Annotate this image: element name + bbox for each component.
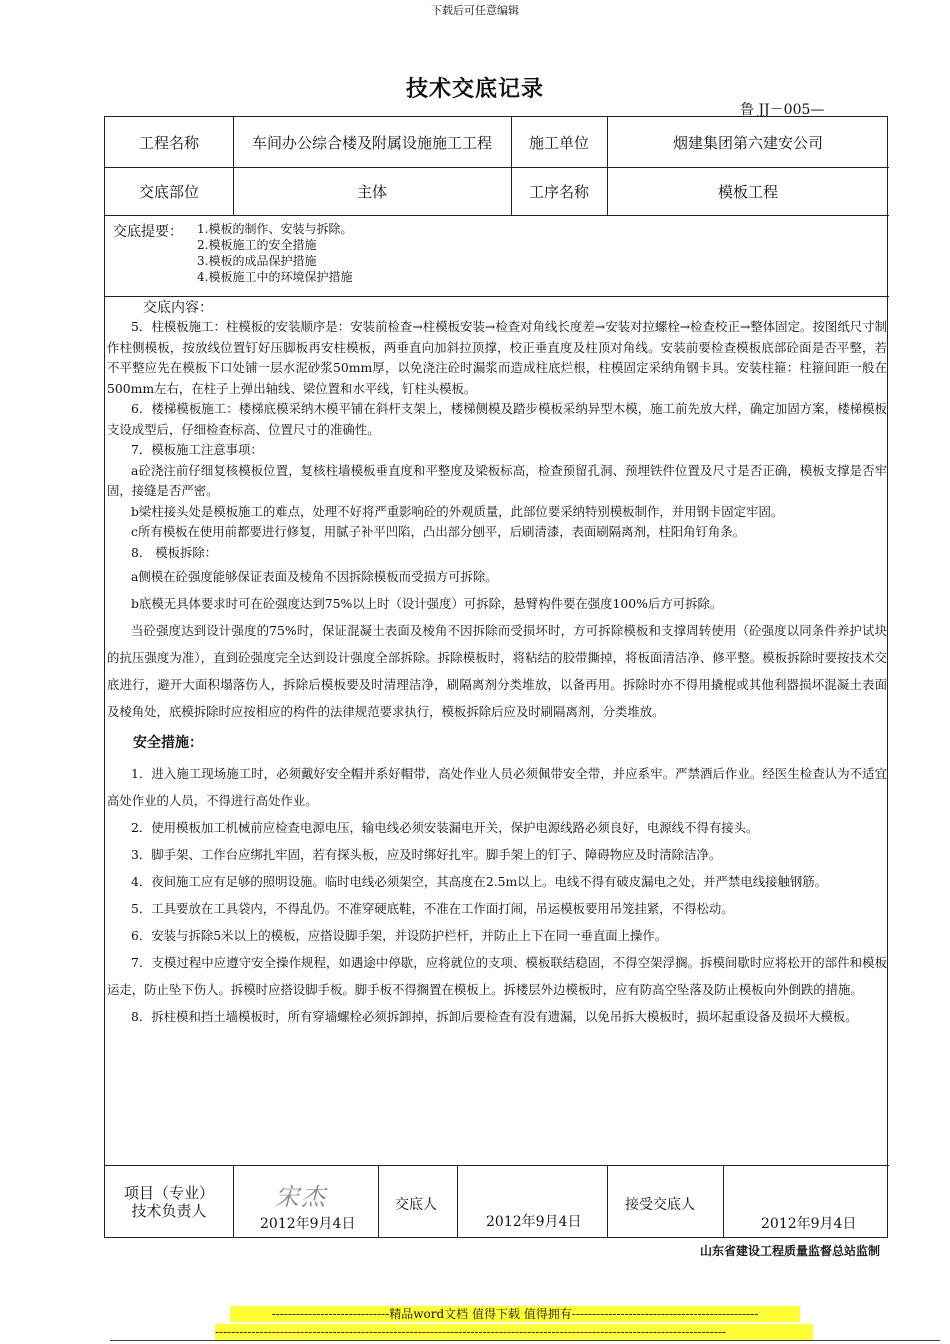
process-name-value: 模板工程	[717, 182, 778, 201]
process-name-label: 工序名称	[528, 182, 589, 201]
top-note: 下载后可任意编辑	[431, 4, 519, 17]
project-name-value: 车间办公综合楼及附属设施施工工程	[251, 133, 492, 152]
disclosure-part-value: 主体	[356, 182, 387, 201]
paragraph-note-c: c所有模板在使用前都要进行修复，用腻子补平凹陷，凸出部分刨平，后刷清漆，表面刷隔离剂，柱阳角钉角条。	[131, 524, 746, 539]
row-divider	[105, 296, 889, 297]
summary-list	[197, 221, 352, 285]
col-divider	[723, 1165, 724, 1238]
paragraph-column-formwork: 5．柱模板施工：柱模板的安装顺序是：安装前检查→柱模板安装→检查对角线长度差→安装对拉螺栓→检查校正→整体固定。按图纸尺寸制作柱侧模板，按放线位置钉好压脚板再安柱模板，两垂直向加斜拉顶撑，校正垂直度及柱顶对角线。安装前要检查模板底部砼面是否平整，若不平整应先在模板下口处铺一层水泥砂浆50mm厚，以免浇注砼时漏浆而造成柱底烂根，柱模固定采纳角钢卡具。安装柱箍：柱箍间距一般在500mm左右，在柱子上弹出轴线、梁位置和水平线，钉柱头模板。	[107, 319, 887, 396]
safety-item: 3．脚手架、工作台应绑扎牢固，若有探头板，应及时绑好扎牢。脚手架上的钉子、障碍物应及时清除洁净。	[131, 846, 722, 862]
doc-code: 鲁 JJ－005—	[740, 102, 825, 118]
paragraph-removal-a: a侧模在砼强度能够保证表面及棱角不因拆除模板而受损方可拆除。	[131, 569, 498, 584]
discloser-date: 2012年9月4日	[486, 1214, 582, 1230]
disclosure-part-label: 交底部位	[138, 182, 199, 201]
col-divider	[233, 1165, 234, 1238]
page-title: 技术交底记录	[405, 77, 544, 102]
tech-lead-label-line2: 技术负责人	[131, 1201, 207, 1220]
content-heading: 交底内容：	[143, 300, 213, 316]
disclosure-content	[107, 299, 887, 1030]
bottom-rule	[110, 1340, 940, 1341]
summary-item: 3.模板的成品保护措施	[197, 254, 317, 268]
summary-label: 交底提要：	[113, 224, 183, 240]
promo-banner-line: ------------------------------------------------------------------------------------------------------------------------------	[215, 1324, 813, 1340]
handwritten-signature: 宋杰	[275, 1183, 327, 1211]
paragraph-removal-heading: 8． 模板拆除：	[131, 544, 218, 560]
summary-item: 2.模板施工的安全措施	[197, 238, 317, 252]
construction-unit-value: 烟建集团第六建安公司	[672, 133, 823, 152]
paragraph-removal-b: b底模无具体要求时可在砼强度达到75%以上时（设计强度）可拆除，悬臂构件要在强度100%后方可拆除。	[131, 596, 723, 611]
paragraph-note-a: a砼浇注前仔细复核模板位置，复核柱墙模板垂直度和平整度及梁板标高，检查预留孔洞、预埋铁件位置及尺寸是否正确，模板支撑是否牢固，接缝是否严密。	[107, 462, 887, 498]
paragraph-notes-heading: 7．模板施工注意事项：	[131, 442, 263, 457]
receiver-date: 2012年9月4日	[761, 1216, 857, 1232]
safety-item: 8．拆柱模和挡土墙模板时，所有穿墙螺栓必须拆卸掉，拆卸后要检查有没有遗漏，以免吊拆大模板时，损坏起重设备及损坏大模板。	[131, 1008, 858, 1024]
col-divider	[378, 1165, 379, 1238]
tech-lead-label-line1: 项目（专业）	[123, 1183, 214, 1202]
paragraph-removal-c: 当砼强度达到设计强度的75%时，保证混凝土表面及棱角不因拆除而受损坏时，方可拆除模板和支撑周转使用（砼强度以同条件养护试块的抗压强度为准），直到砼强度完全达到设计强度全部拆除。拆除模板时，将粘结的胶带撕掉，将板面清洁净、修平整。模板拆除时要按技术交底进行，避开大面积塌落伤人，拆除后模板要及时清理洁净，刷隔离剂分类堆放，以备再用。拆除时亦不得用撬棍或其他利器损坏混凝土表面及棱角处，底模拆除时应按相应的构件的法律规范要求执行，模板拆除后应及时刷隔离剂，分类堆放。	[107, 623, 887, 719]
summary-item: 4.模板施工中的环境保护措施	[197, 270, 353, 284]
safety-heading: 安全措施：	[133, 735, 203, 751]
safety-item: 1．进入施工现场施工时，必须戴好安全帽并系好帽带，高处作业人员必须佩带安全带，并应系牢。严禁酒后作业。经医生检查认为不适宜高处作业的人员，不得进行高处作业。	[107, 765, 887, 808]
safety-item: 7．支模过程中应遵守安全操作规程，如遇途中停歇，应将就位的支项、模板联结稳固，不得空架浮搁。拆模间歇时应将松开的部件和模板运走，防止坠下伤人。拆模时应搭设脚手板。脚手板不得搁置在模板上。拆楼层外边模板时，应有防高空坠落及防止模板向外倒跌的措施。	[107, 954, 887, 997]
supervising-agency: 山东省建设工程质量监督总站监制	[699, 1244, 880, 1258]
safety-item: 5．工具要放在工具袋内，不得乱仍。不准穿硬底鞋，不准在工作面打闹，吊运模板要用吊笼挂紧，不得松动。	[131, 900, 734, 916]
tech-lead-label	[105, 1165, 233, 1238]
paragraph-note-b: b梁柱接头处是模板施工的难点，处理不好将严重影响砼的外观质量，此部位要采纳特别模板制作，并用钢卡固定牢固。	[131, 503, 784, 519]
receiver-label: 接受交底人	[625, 1197, 695, 1213]
construction-unit-label: 施工单位	[528, 133, 589, 152]
promo-banner: -----------------------------精品word文档 值得下载 值得拥有----------------------------------------------	[230, 1306, 800, 1322]
safety-item: 4．夜间施工应有足够的照明设施。临时电线必须架空，其高度在2.5m以上。电线不得有破皮漏电之处，并严禁电线接触钢筋。	[131, 873, 828, 889]
discloser-label: 交底人	[395, 1197, 437, 1213]
safety-item: 6．安装与拆除5米以上的模板，应搭设脚手架，并设防护栏杆，并防止上下在同一垂直面上操作。	[131, 927, 668, 943]
record-table	[104, 116, 888, 1238]
safety-item: 2．使用模板加工机械前应检查电源电压，输电线必须安装漏电开关，保护电源线路必须良好，电源线不得有接头。	[131, 819, 759, 835]
row-divider	[105, 215, 889, 216]
col-divider	[457, 1165, 458, 1238]
col-divider	[607, 1165, 608, 1238]
tech-lead-date: 2012年9月4日	[260, 1216, 356, 1232]
paragraph-stair-formwork: 6．楼梯模板施工：楼梯底模采纳木模平铺在斜杆支架上，楼梯侧模及踏步模板采纳异型木模，施工前先放大样，确定加固方案，楼梯模板支设成型后，仔细检查标高、位置尺寸的准确性。	[107, 401, 887, 437]
summary-item: 1.模板的制作、安装与拆除。	[197, 222, 353, 236]
project-name-label: 工程名称	[138, 133, 199, 152]
